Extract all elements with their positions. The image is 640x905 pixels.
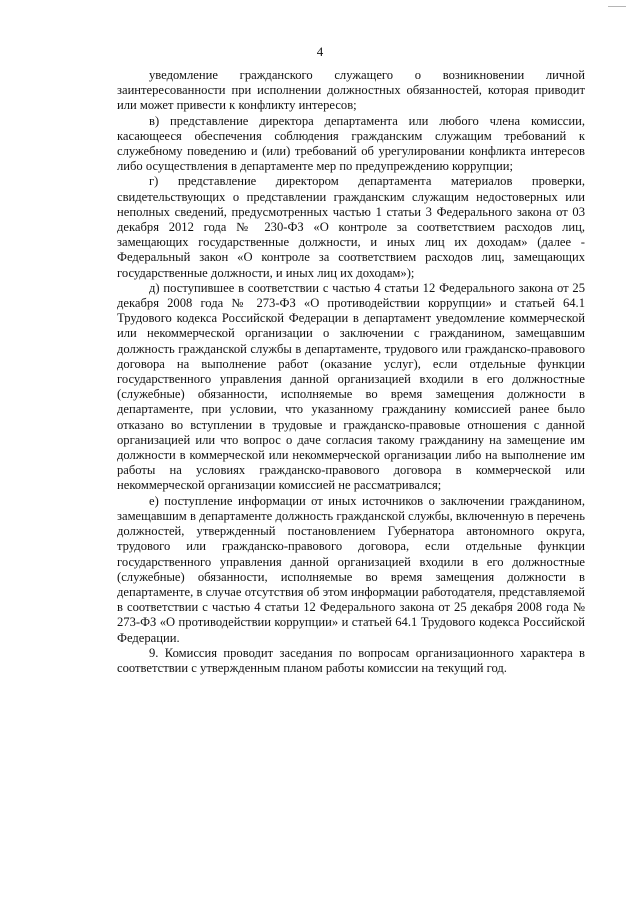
page-number: 4 [316, 44, 324, 59]
paragraph-item-d: д) поступившее в соответствии с частью 4 статьи 12 Федерального закона от 25 декабря 2008 года № 273-ФЗ «О противодействии коррупции» и статьей 64.1 Трудового кодекса Российской Федерации в департамент уведомление коммерческой или некоммерческой организации о заключении с гражданином, замещавшим должность гражданской службы в департаменте, трудового или гражданско-правового договора на выполнение работ (оказание услуг), если отдельные функции государственного управления данной организацией входили в его должностные (служебные) обязанности, исполняемые во время замещения должности в департаменте, при условии, что указанному гражданину комиссией ранее было отказано во вступлении в трудовые и гражданско-правовые отношения с данной организацией или что вопрос о даче согласия такому гражданину на замещение им должности в коммерческой или некоммерческой организации либо на выполнение им работы на условиях гражданско-правового договора в коммерческой или некоммерческой организации комиссией не рассматривался; [117, 280, 585, 493]
paragraph-item-e: е) поступление информации от иных источников о заключении гражданином, замещавшим в департаменте должность гражданской службы, включенную в перечень должностей, утвержденный постановлением Губернатора автономного округа, трудового или гражданско-правового договора, если отдельные функции государственного управления данной организацией входили в его должностные (служебные) обязанности, исполняемые во время замещения должности в департаменте, в случае отсутствия об этом информации работодателя, представляемой в соответствии с частью 4 статьи 12 Федерального закона от 25 декабря 2008 года № 273-ФЗ «О противодействии коррупции» и статьей 64.1 Трудового кодекса Российской Федерации. [117, 493, 585, 645]
corner-mark [608, 6, 626, 7]
paragraph-item-v: в) представление директора департамента или любого члена комиссии, касающееся обеспечения соблюдения гражданским служащим требований к служебному поведению и (или) требований об урегулировании конфликта интересов либо осуществления в департаменте мер по предупреждению коррупции; [117, 113, 585, 174]
paragraph-point-9: 9. Комиссия проводит заседания по вопросам организационного характера в соответствии с утвержденным планом работы комиссии на текущий год. [117, 645, 585, 675]
paragraph-item-g: г) представление директором департамента материалов проверки, свидетельствующих о представлении гражданским служащим недостоверных или неполных сведений, предусмотренных частью 1 статьи 3 Федерального закона от 03 декабря 2012 года № 230-ФЗ «О контроле за соответствием расходов лиц, замещающих государственные должности, и иных лиц их доходам» (далее - Федеральный закон «О контроле за соответствием расходов лиц, замещающих государственные должности, и иных лиц их доходам»); [117, 174, 585, 280]
document-body [117, 68, 585, 676]
paragraph-notification: уведомление гражданского служащего о возникновении личной заинтересованности при исполнении должностных обязанностей, которая приводит или может привести к конфликту интересов; [117, 68, 585, 113]
